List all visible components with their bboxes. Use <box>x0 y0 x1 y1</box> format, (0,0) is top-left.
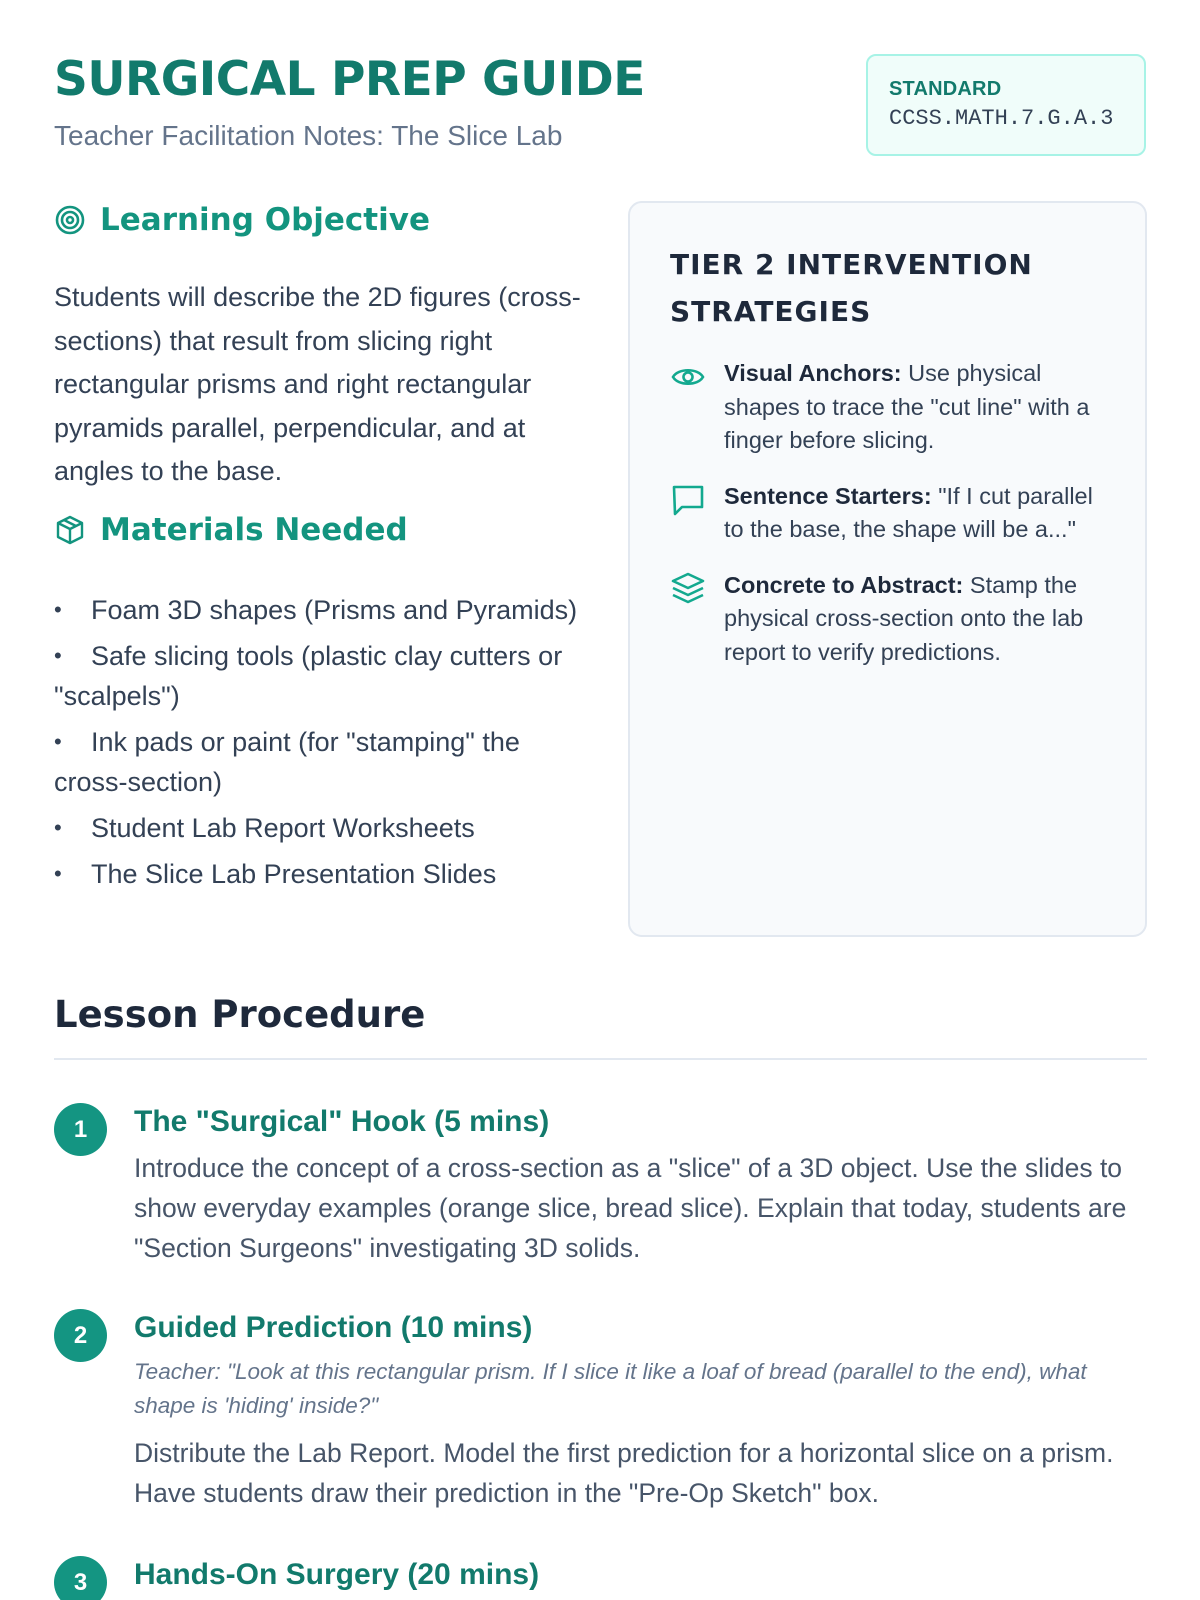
materials-heading-label: Materials Needed <box>100 512 408 548</box>
strategy-text: Stamp the physical cross-section onto the lab report to verify predictions. <box>724 571 1084 665</box>
strategy-item <box>670 357 1107 458</box>
material-text: Student Lab Report Worksheets <box>91 813 475 843</box>
strategy-label: Concrete to Abstract: <box>724 571 964 598</box>
step-title: The "Surgical" Hook (5 mins) <box>134 1105 550 1138</box>
strategy-item <box>670 480 1107 547</box>
eye-icon <box>670 359 706 395</box>
target-icon <box>54 204 86 236</box>
list-item: • The Slice Lab Presentation Slides <box>54 859 497 889</box>
strategy-item <box>670 569 1107 670</box>
objective-text: Students will describe the 2D figures (cross-sections) that result from slicing right rectangular prisms and right rectangular pyramids parallel, perpendicular, and at angles to the base. <box>54 282 581 486</box>
step-body: Distribute the Lab Report. Model the first prediction for a horizontal slice on a prism. Have students draw their prediction in the "Pre-Op Sketch" box. <box>134 1438 1114 1508</box>
step-title: Guided Prediction (10 mins) <box>134 1311 533 1344</box>
step-title: Hands-On Surgery (20 mins) <box>134 1558 540 1591</box>
material-text: The Slice Lab Presentation Slides <box>91 859 497 889</box>
material-text: Safe slicing tools (plastic clay cutters or "scalpels") <box>54 641 563 711</box>
material-text: Foam 3D shapes (Prisms and Pyramids) <box>91 595 578 625</box>
box-icon <box>54 514 86 546</box>
procedure-title: Lesson Procedure <box>54 993 426 1036</box>
strategy-text: "If I cut parallel to the base, the shape will be a..." <box>724 482 1093 542</box>
materials-list <box>54 590 594 900</box>
step-number-badge: 2 <box>54 1309 107 1362</box>
list-item: • Safe slicing tools (plastic clay cutters or "scalpels") <box>54 641 563 711</box>
step-quote: Teacher: "Look at this rectangular prism. If I slice it like a loaf of bread (parallel to the end), what shape is 'hiding' inside?" <box>134 1359 1087 1418</box>
strategy-text: Use physical shapes to trace the "cut line" with a finger before slicing. <box>724 360 1090 453</box>
materials-heading <box>54 512 408 548</box>
layers-icon <box>670 571 706 607</box>
strategy-label: Visual Anchors: <box>724 360 902 386</box>
standard-label: STANDARD <box>889 78 1002 100</box>
page-title: SURGICAL PREP GUIDE <box>54 52 645 107</box>
material-text: Ink pads or paint (for "stamping" the cross-section) <box>54 727 520 797</box>
step-body: Introduce the concept of a cross-section as a "slice" of a 3D object. Use the slides to show everyday examples (orange slice, bread slice). Explain that today, students are "Section Surgeons" investigating 3D solids. <box>134 1153 1127 1263</box>
standard-code: CCSS.MATH.7.G.A.3 <box>889 106 1114 131</box>
step-number-badge: 1 <box>54 1103 107 1156</box>
message-icon <box>670 482 706 518</box>
objective-heading <box>54 202 430 238</box>
standard-badge <box>866 54 1146 156</box>
strategy-label: Sentence Starters: <box>724 482 932 509</box>
list-item: • Ink pads or paint (for "stamping" the cross-section) <box>54 727 520 797</box>
list-item: • Foam 3D shapes (Prisms and Pyramids) <box>54 595 578 625</box>
list-item: • Student Lab Report Worksheets <box>54 813 475 843</box>
page-subtitle: Teacher Facilitation Notes: The Slice Lab <box>54 120 563 151</box>
tier2-panel <box>628 201 1147 937</box>
tier2-title: TIER 2 INTERVENTION STRATEGIES <box>670 248 1033 328</box>
step-number-badge: 3 <box>54 1556 107 1600</box>
divider <box>54 1058 1147 1060</box>
objective-heading-label: Learning Objective <box>100 202 430 238</box>
